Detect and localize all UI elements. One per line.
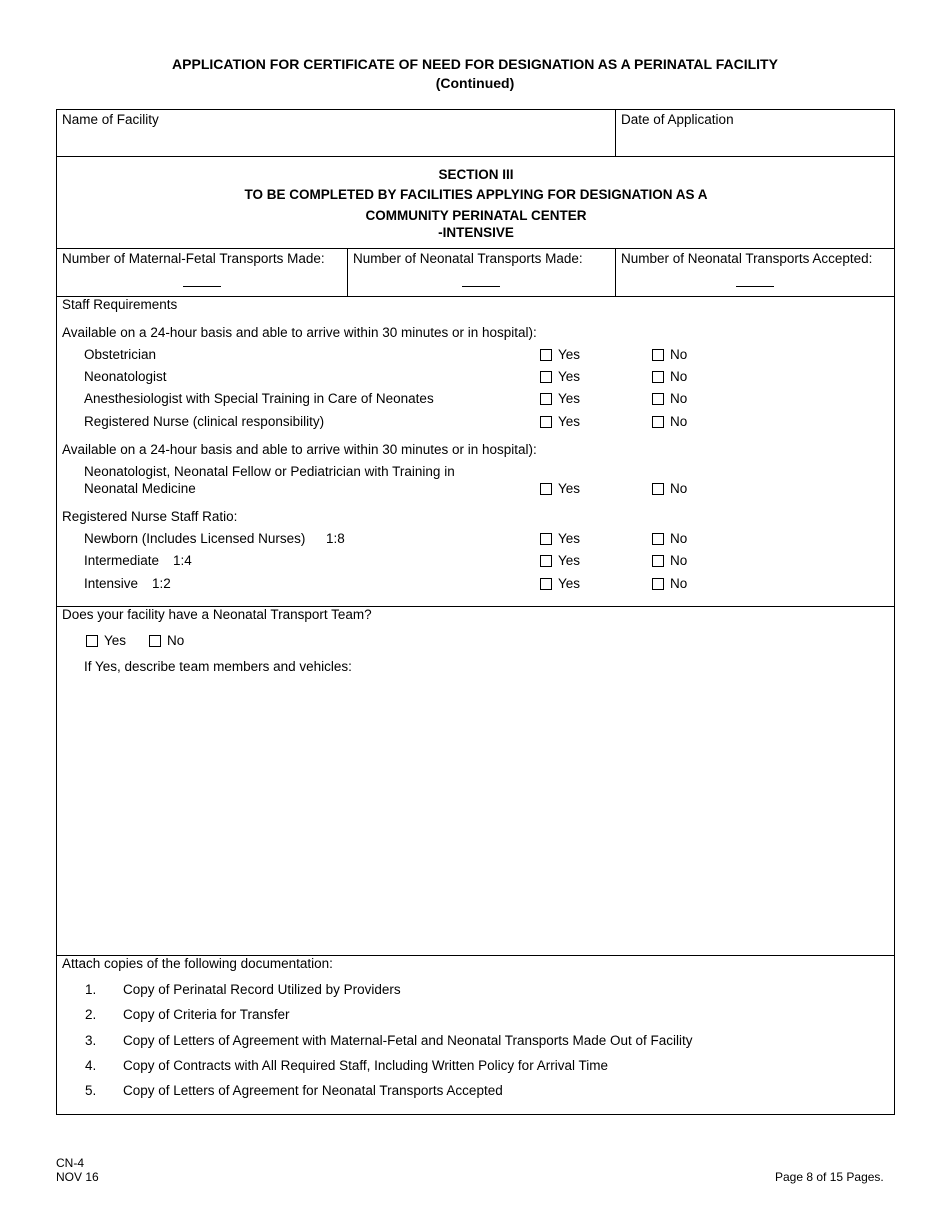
yes-label: Yes: [558, 347, 581, 362]
anesthesiologist-no-checkbox[interactable]: [652, 393, 664, 405]
form-box: [56, 109, 895, 1115]
form-title: APPLICATION FOR CERTIFICATE OF NEED FOR DESIGNATION AS A PERINATAL FACILITY: [172, 56, 778, 72]
ratio-value: 1:4: [173, 553, 192, 568]
ratio-heading: Registered Nurse Staff Ratio:: [62, 509, 238, 524]
intensive-ratio-yes-checkbox[interactable]: [540, 578, 552, 590]
newborn-ratio-no-checkbox[interactable]: [652, 533, 664, 545]
list-item: Copy of Perinatal Record Utilized by Providers: [123, 982, 401, 997]
divider: [615, 248, 616, 297]
anesthesiologist-yes-checkbox[interactable]: [540, 393, 552, 405]
list-item: Copy of Contracts with All Required Staff, Including Written Policy for Arrival Time: [123, 1058, 608, 1073]
neonatologist-yes-checkbox[interactable]: [540, 371, 552, 383]
availability-note: Available on a 24-hour basis and able to arrive within 30 minutes or in hospital):: [62, 325, 537, 340]
divider: [57, 156, 894, 157]
facility-name-label: Name of Facility: [62, 112, 159, 127]
staff-item-label: Registered Nurse (clinical responsibility): [84, 414, 325, 429]
yes-label: Yes: [558, 414, 581, 429]
section-designation: COMMUNITY PERINATAL CENTER: [365, 208, 587, 223]
divider: [57, 248, 894, 249]
availability-note: Available on a 24-hour basis and able to arrive within 30 minutes or in hospital):: [62, 442, 537, 457]
date-label: Date of Application: [621, 112, 734, 127]
registered-nurse-no-checkbox[interactable]: [652, 416, 664, 428]
neonatal-physician-yes-checkbox[interactable]: [540, 483, 552, 495]
ratio-label: Intensive: [84, 576, 139, 591]
attachments-heading: Attach copies of the following documentation:: [62, 956, 333, 971]
transport-team-yes-checkbox[interactable]: [86, 635, 98, 647]
obstetrician-no-checkbox[interactable]: [652, 349, 664, 361]
section-title: SECTION III: [438, 167, 514, 182]
list-number: 5.: [85, 1083, 97, 1098]
maternal-transports-field[interactable]: [183, 286, 221, 287]
yes-label: Yes: [558, 369, 581, 384]
section-level: -INTENSIVE: [438, 225, 514, 240]
neonatal-physician-no-checkbox[interactable]: [652, 483, 664, 495]
page-number: Page 8 of 15 Pages.: [775, 1170, 884, 1184]
neonatal-accepted-field[interactable]: [736, 286, 774, 287]
yes-label: Yes: [558, 481, 581, 496]
facility-name-field[interactable]: [65, 130, 605, 154]
no-label: No: [670, 576, 688, 591]
yes-label: Yes: [104, 633, 127, 648]
staff-item-label: Neonatologist: [84, 369, 167, 384]
divider: [347, 248, 348, 297]
maternal-transports-label: Number of Maternal-Fetal Transports Made:: [62, 251, 325, 266]
list-number: 1.: [85, 982, 97, 997]
staff-item-label: Neonatologist, Neonatal Fellow or Pediatrician with Training in: [84, 464, 455, 479]
intensive-ratio-no-checkbox[interactable]: [652, 578, 664, 590]
obstetrician-yes-checkbox[interactable]: [540, 349, 552, 361]
no-label: No: [670, 391, 688, 406]
team-description-area[interactable]: [84, 682, 874, 948]
yes-label: Yes: [558, 576, 581, 591]
no-label: No: [167, 633, 185, 648]
transport-team-question: Does your facility have a Neonatal Transport Team?: [62, 607, 372, 622]
list-number: 3.: [85, 1033, 97, 1048]
describe-prompt: If Yes, describe team members and vehicles:: [84, 659, 352, 674]
list-item: Copy of Letters of Agreement for Neonatal Transports Accepted: [123, 1083, 503, 1098]
form-revision: NOV 16: [56, 1170, 99, 1184]
intermediate-ratio-yes-checkbox[interactable]: [540, 555, 552, 567]
no-label: No: [670, 414, 688, 429]
yes-label: Yes: [558, 391, 581, 406]
form-id: CN-4: [56, 1156, 85, 1170]
no-label: No: [670, 531, 688, 546]
staff-item-label: Anesthesiologist with Special Training in Care of Neonates: [84, 391, 434, 406]
intermediate-ratio-no-checkbox[interactable]: [652, 555, 664, 567]
divider: [615, 110, 616, 156]
newborn-ratio-yes-checkbox[interactable]: [540, 533, 552, 545]
ratio-value: 1:8: [326, 531, 345, 546]
divider: [57, 296, 894, 297]
staff-heading: Staff Requirements: [62, 297, 178, 312]
no-label: No: [670, 369, 688, 384]
ratio-label: Intermediate: [84, 553, 160, 568]
staff-item-label: Neonatal Medicine: [84, 481, 196, 496]
no-label: No: [670, 481, 688, 496]
neonatal-accepted-label: Number of Neonatal Transports Accepted:: [621, 251, 873, 266]
no-label: No: [670, 553, 688, 568]
list-item: Copy of Criteria for Transfer: [123, 1007, 290, 1022]
ratio-value: 1:2: [152, 576, 171, 591]
transport-team-no-checkbox[interactable]: [149, 635, 161, 647]
no-label: No: [670, 347, 688, 362]
registered-nurse-yes-checkbox[interactable]: [540, 416, 552, 428]
yes-label: Yes: [558, 531, 581, 546]
list-item: Copy of Letters of Agreement with Maternal-Fetal and Neonatal Transports Made Out of Facility: [123, 1033, 693, 1048]
staff-item-label: Obstetrician: [84, 347, 157, 362]
list-number: 4.: [85, 1058, 97, 1073]
section-subtitle: TO BE COMPLETED BY FACILITIES APPLYING FOR DESIGNATION AS A: [244, 187, 708, 202]
date-field[interactable]: [623, 130, 883, 154]
form-subtitle: (Continued): [435, 75, 515, 91]
neonatal-made-label: Number of Neonatal Transports Made:: [353, 251, 583, 266]
neonatologist-no-checkbox[interactable]: [652, 371, 664, 383]
list-number: 2.: [85, 1007, 97, 1022]
neonatal-made-field[interactable]: [462, 286, 500, 287]
yes-label: Yes: [558, 553, 581, 568]
ratio-label: Newborn (Includes Licensed Nurses): [84, 531, 306, 546]
